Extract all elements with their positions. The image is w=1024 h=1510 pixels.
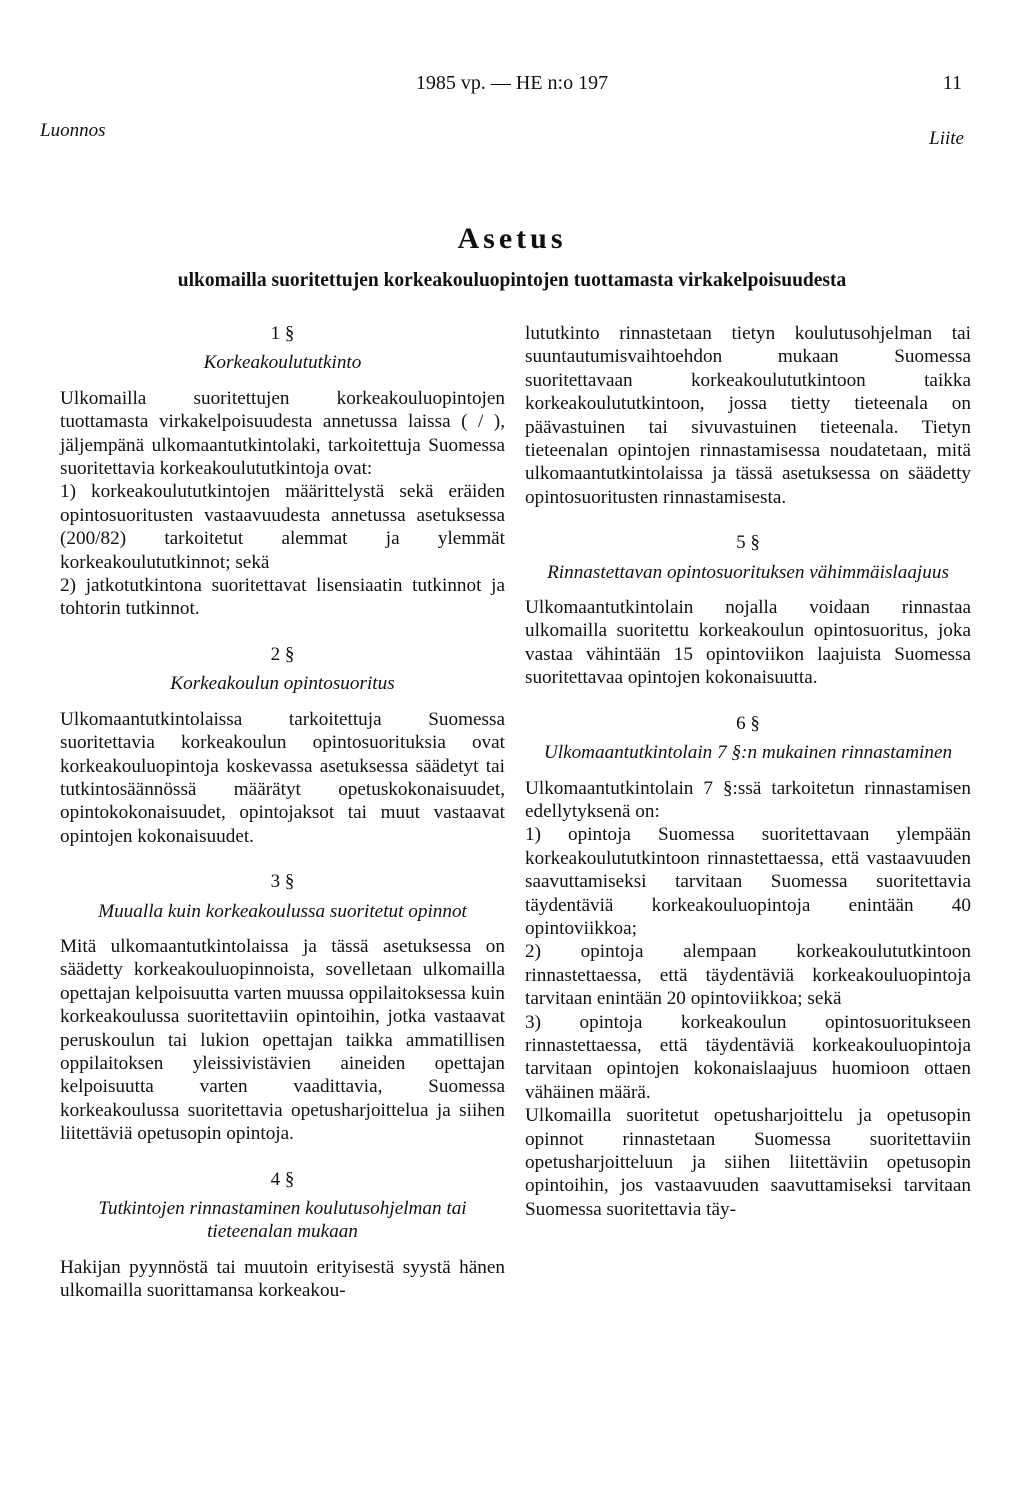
section-6-title: Ulkomaantutkintolain 7 §:n mukainen rinnastaminen bbox=[543, 742, 953, 764]
section-6-item-3: 3) opintoja korkeakoulun opintosuoritukseen rinnastettaessa, että täydentäviä korkeakouluopintoja tarvitaan opintojen kokonaislaajuus huomioon ottaen vähäinen määrä. bbox=[525, 1011, 971, 1103]
section-2-paragraph: Ulkomaantutkintolaissa tarkoitettuja Suomessa suoritettavia korkeakoulun opintosuorituksia ovat korkeakouluopintoja koskevassa asetuksessa säädetyt tai tutkintosäännössä määrätyt opetuskokonaisuudet, opintokokonaisuudet, opintojaksot tai muut vastaavat opintojen kokonaisuudet. bbox=[60, 708, 505, 847]
section-5-paragraph: Ulkomaantutkintolain nojalla voidaan rinnastaa ulkomailla suoritettu korkeakoulun opintosuoritus, joka vastaa vähintään 15 opintoviikon laajuista Suomessa suoritettavaa opintojen kokonaisuutta. bbox=[525, 597, 971, 689]
section-2-number: 2 § bbox=[270, 643, 295, 665]
section-2-title: Korkeakoulun opintosuoritus bbox=[170, 673, 395, 695]
section-4-paragraph: Hakijan pyynnöstä tai muutoin erityisestä syystä hänen ulkomailla suorittamansa korkeakou- bbox=[60, 1256, 505, 1302]
appendix-label: Liite bbox=[929, 128, 964, 149]
section-5-number: 5 § bbox=[736, 532, 760, 554]
left-column bbox=[60, 322, 505, 1303]
section-4-title: Tutkintojen rinnastaminen koulutusohjelman tai tieteenalan mukaan bbox=[98, 1198, 467, 1243]
header-document-ref: 1985 vp. — HE n:o 197 bbox=[415, 72, 609, 94]
section-3-number: 3 § bbox=[270, 871, 295, 893]
section-1-paragraph: Ulkomailla suoritettujen korkeakouluopintojen tuottamasta virkakelpoisuudesta annetussa laissa ( / ), jäljempänä ulkomaantutkintolaki, tarkoitettuja Suomessa suoritettavia korkeakoulututkintoja ovat: bbox=[60, 387, 505, 480]
page-header bbox=[0, 72, 1024, 102]
section-6-item-2: 2) opintoja alempaan korkeakoulututkintoon rinnastettaessa, että täydentäviä korkeakouluopintoja tarvitaan enintään 20 opintoviikkoa; sekä bbox=[525, 941, 971, 1010]
section-1-item-2: 2) jatkotutkintona suoritettavat lisensiaatin tutkinnot ja tohtorin tutkinnot. bbox=[60, 575, 505, 620]
section-6-item-1: 1) opintoja Suomessa suoritettavaan ylempään korkeakoulututkintoon rinnastettaessa, että vastaavuuden saavuttamiseksi tarvitaan Suomessa suoritettavia täydentäviä korkeakouluopintoja enintään 40 opintoviikkoa; bbox=[525, 824, 971, 939]
section-1-number: 1 § bbox=[270, 323, 295, 344]
document-subtitle: ulkomailla suoritettujen korkeakouluopintojen tuottamasta virkakelpoisuudesta bbox=[177, 270, 847, 291]
section-1-title: Korkeakoulututkinto bbox=[203, 352, 362, 374]
section-1-item-1: 1) korkeakoulututkintojen määrittelystä sekä eräiden opintosuoritusten vastaavuudesta annetussa asetuksessa (200/82) tarkoitetut alemmat ja ylemmät korkeakoulututkinnot; sekä bbox=[60, 481, 505, 573]
section-4-continuation: lututkinto rinnastetaan tietyn koulutusohjelman tai suuntautumisvaihtoehdon mukaan Suomessa suoritettavaan korkeakoulututkintoon taikka korkeakoulututkintoon, jossa tietty tieteenala on päävastuinen tai sivuvastuinen tieteenala. Tietyn tieteenalan opintojen rinnastamisessa noudatetaan, mitä ulkomaantutkintolaissa ja tässä asetuksessa on säädetty opintosuoritusten rinnastamisesta. bbox=[525, 323, 971, 508]
section-3-title: Muualla kuin korkeakoulussa suoritetut opinnot bbox=[98, 900, 467, 922]
section-4-number: 4 § bbox=[270, 1168, 295, 1190]
section-6-paragraph-2: Ulkomailla suoritetut opetusharjoittelu ja opetusopin opinnot rinnastetaan Suomessa suoritettaviin opetusharjoitteluun ja siihen liitettäviin opetusopin opintoihin, jos vastaavuuden saavuttamiseksi tarvitaan Suomessa suoritettavia täy- bbox=[525, 1105, 971, 1220]
draft-label: Luonnos bbox=[40, 120, 106, 141]
page-number: 11 bbox=[942, 72, 962, 94]
right-column bbox=[525, 322, 971, 1221]
document-title: Asetus bbox=[457, 222, 567, 255]
section-6-paragraph: Ulkomaantutkintolain 7 §:ssä tarkoitetun rinnastamisen edellytyksenä on: bbox=[525, 777, 971, 822]
section-5-title: Rinnastettavan opintosuorituksen vähimmäislaajuus bbox=[547, 561, 949, 583]
section-6-number: 6 § bbox=[736, 712, 760, 734]
section-3-paragraph: Mitä ulkomaantutkintolaissa ja tässä asetuksessa on säädetty korkeakouluopinnoista, sovelletaan ulkomailla opettajan kelpoisuutta varten muussa oppilaitoksessa kuin korkeakoulussa suoritettaviin opintoihin, jotka vastaavat peruskoulun tai lukion opettajan taikka ammatillisen oppilaitoksen yleissivistävien aineiden opettajan kelpoisuutta varten vaadittavia, Suomessa korkeakoulussa suoritettavia opetusharjoittelua ja siihen liitettäviä opetusopin opintoja. bbox=[60, 935, 505, 1145]
